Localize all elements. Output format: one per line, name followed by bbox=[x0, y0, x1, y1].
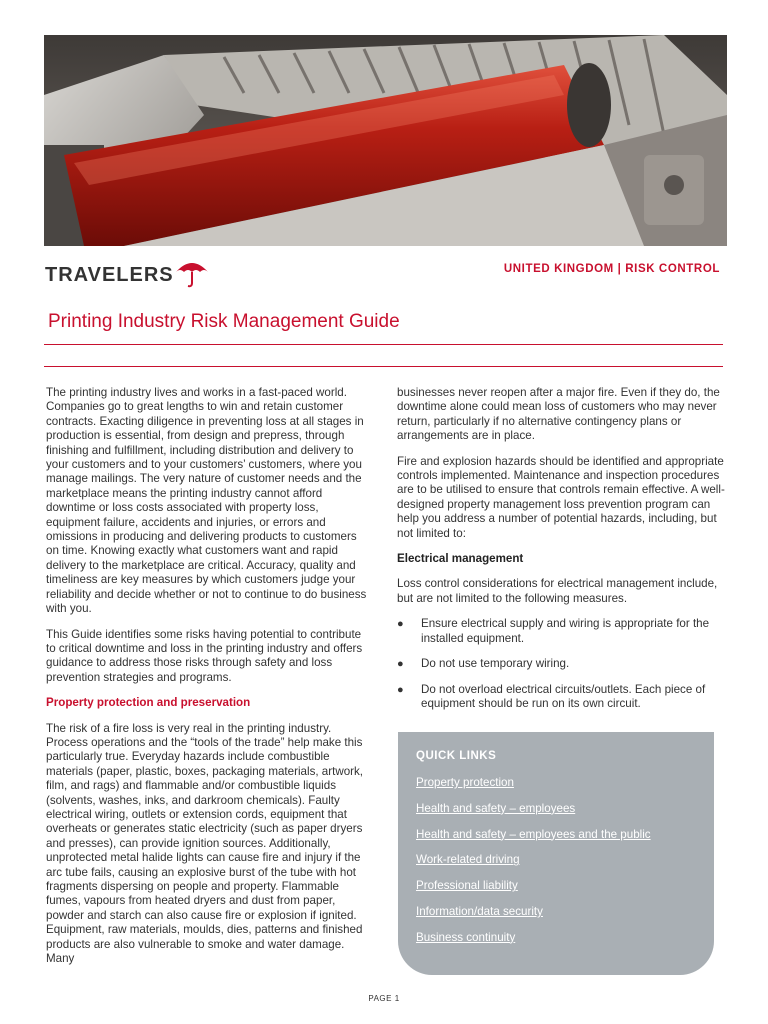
page-number: PAGE 1 bbox=[368, 994, 400, 1003]
brand-wordmark: TRAVELERS bbox=[45, 264, 174, 286]
bullet-icon: ● bbox=[397, 618, 404, 631]
bullet-icon: ● bbox=[397, 658, 404, 671]
quick-links-list bbox=[416, 776, 651, 957]
intro-paragraph: The printing industry lives and works in a fast-paced world. Companies go to great lengths to win and retain customer contracts. Exacting diligence in preventing loss at all stages in production is essential, from design and prepress, through finishing and fulfillment, including distribution and delivery to your customers and to your customers’ customers, where you manage mailings. The very nature of customer needs and the marketplace means the printing industry cannot afford downtime or loss costs associated with property loss, equipment failure, accidents and injuries, or errors and omissions in producing and delivering products to customers on time. Knowing exactly what customers want and rapid delivery to the marketplace are critical. Accuracy, quality and timeliness are key measures by which customers judge your reliability and decide whether or not to continue to do business with you. bbox=[46, 386, 367, 616]
link-work-related-driving[interactable]: Work-related driving bbox=[416, 853, 520, 867]
electrical-bullet-list bbox=[397, 617, 727, 711]
fire-risk-paragraph: The risk of a fire loss is very real in the printing industry. Process operations and the “tools of the trade” help make this particularly true. Everyday hazards include combustible materials (paper, plastic, boxes, packaging materials, artwork, film, and rags) and flammable and/or combustible liquids (solvents, washes, inks, and darkroom chemicals). Faulty electrical wiring, outlets or extension cords, equipment that overheats or generates static electricity (such as paper dryers and presses), can provide ignition sources. Additionally, unprotected metal halide lights can cause fire and injury if the arc tube fails, causing an explosive burst of the tube with hot fragments dispersing on people and property. Flammable fumes, vapours from heated dryers and dust from paper, powder and starch can also cause fire or explosion if ignited. Equipment, raw materials, moulds, dies, patterns and finished products are also vulnerable to smoke and water damage. Many bbox=[46, 721, 364, 966]
umbrella-icon bbox=[174, 258, 210, 288]
property-protection-heading: Property protection and preservation bbox=[46, 696, 251, 710]
quick-links-panel bbox=[398, 732, 714, 975]
link-property-protection[interactable]: Property protection bbox=[416, 776, 514, 789]
guide-paragraph: This Guide identifies some risks having potential to contribute to critical downtime and loss in the printing industry and offers guidance to address those risks through safety and loss prevention strategies and programs. bbox=[46, 627, 363, 684]
link-health-safety-public[interactable]: Health and safety – employees and the public bbox=[416, 827, 651, 841]
electrical-management-heading: Electrical management bbox=[397, 552, 524, 566]
page-title: Printing Industry Risk Management Guide bbox=[48, 311, 400, 332]
link-information-security[interactable]: Information/data security bbox=[416, 904, 543, 918]
link-health-safety-employees[interactable]: Health and safety – employees bbox=[416, 801, 576, 815]
electrical-intro-paragraph: Loss control considerations for electrical management include, but are not limited to the following measures. bbox=[397, 577, 718, 605]
link-professional-liability[interactable]: Professional liability bbox=[416, 879, 518, 893]
link-business-continuity[interactable]: Business continuity bbox=[416, 930, 516, 944]
printing-press-illustration bbox=[44, 35, 727, 246]
title-rule-bottom bbox=[44, 366, 723, 367]
right-column bbox=[397, 386, 727, 722]
continuation-paragraph: businesses never reopen after a major fire. Even if they do, the downtime alone could mean loss of customers who may never return, particularly if no alternative contingency plans or arrangements are in place. bbox=[397, 386, 720, 443]
list-item: ● Do not use temporary wiring. bbox=[397, 657, 570, 671]
bullet-icon: ● bbox=[397, 683, 404, 696]
title-rule-top bbox=[44, 344, 723, 345]
list-item: ● Do not overload electrical circuits/outlets. Each piece of equipment should be run on its own circuit. bbox=[397, 682, 706, 710]
list-item: ● Ensure electrical supply and wiring is appropriate for the installed equipment. bbox=[397, 617, 710, 645]
hazards-paragraph: Fire and explosion hazards should be identified and appropriate controls implemented. Maintenance and inspection procedures are to be utilised to ensure that controls remain effective. A well-designed property management loss prevention program can help you address a number of potential hazards, including, but not limited to: bbox=[397, 454, 725, 540]
quick-links-title: QUICK LINKS bbox=[416, 750, 497, 762]
hero-photo bbox=[44, 35, 727, 246]
travelers-logo bbox=[45, 258, 210, 288]
left-column bbox=[46, 386, 372, 977]
region-label: UNITED KINGDOM | RISK CONTROL bbox=[503, 263, 720, 275]
